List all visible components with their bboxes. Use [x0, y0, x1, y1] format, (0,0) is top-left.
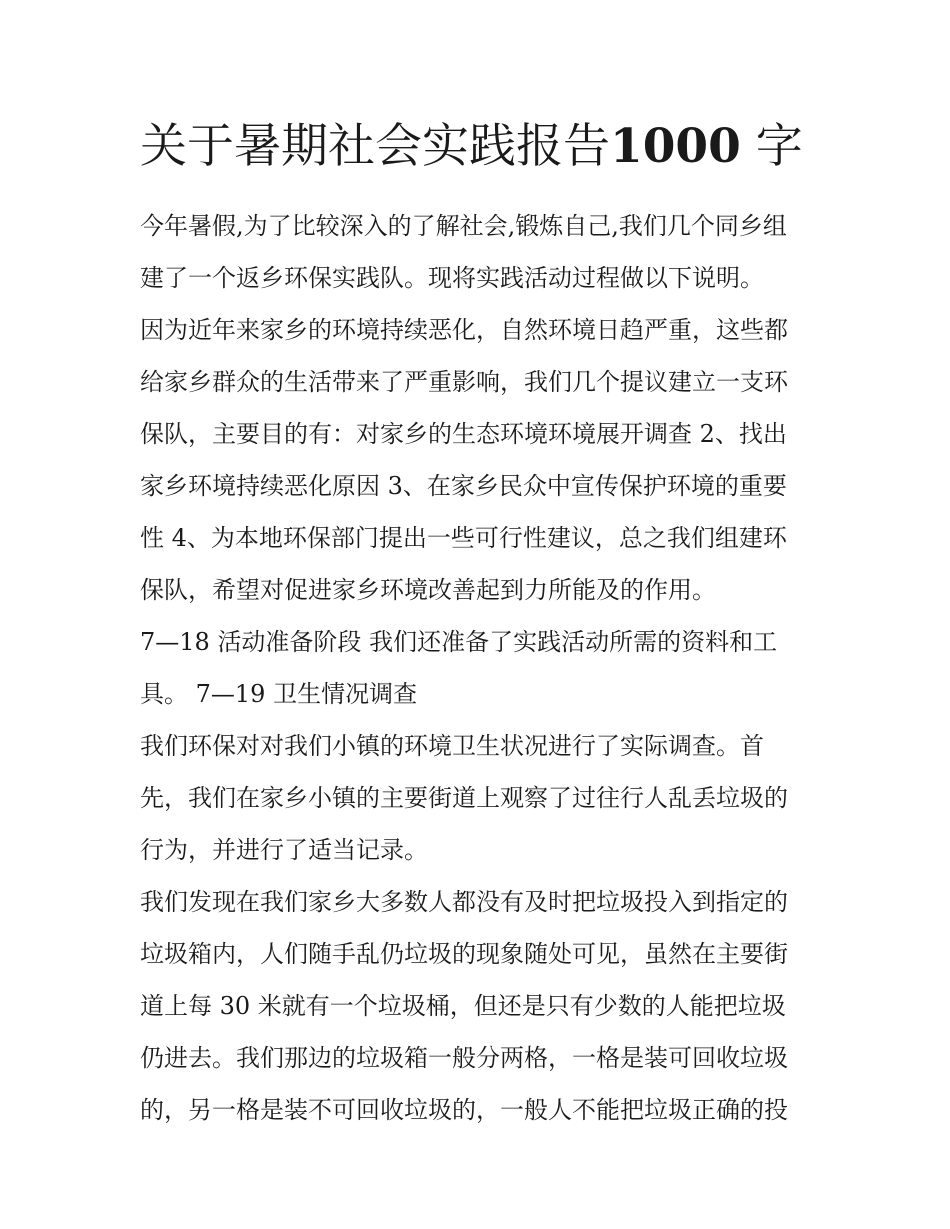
text-line: 先，我们在家乡小镇的主要街道上观察了过往行人乱丢垃圾的 [140, 784, 788, 812]
text-line: 垃圾箱内，人们随手乱仍垃圾的现象随处可见，虽然在主要街 [140, 940, 788, 968]
text-line: 给家乡群众的生活带来了严重影响，我们几个提议建立一支环 [140, 368, 788, 396]
text-line: 今年暑假,为了比较深入的了解社会,锻炼自己,我们几个同乡组 [140, 212, 787, 240]
title-number: 1000 [610, 119, 741, 174]
text-line: 7—18 活动准备阶段 我们还准备了实践活动所需的资料和工 [140, 628, 778, 656]
text-line: 因为近年来家乡的环境持续恶化，自然环境日趋严重，这些都 [140, 316, 788, 344]
text-line: 我们发现在我们家乡大多数人都没有及时把垃圾投入到指定的 [140, 888, 788, 916]
title-suffix: 字 [755, 119, 803, 174]
text-line: 行为，并进行了适当记录。 [140, 836, 428, 864]
text-line: 具。 7—19 卫生情况调查 [140, 680, 418, 708]
text-line: 家乡环境持续恶化原因 3、在家乡民众中宣传保护环境的重要 [140, 472, 787, 500]
document-body [140, 200, 820, 1136]
paragraph [140, 720, 820, 876]
paragraph [140, 304, 820, 616]
text-line: 我们环保对对我们小镇的环境卫生状况进行了实际调查。首 [140, 732, 764, 760]
paragraph [140, 616, 820, 720]
text-line: 的，另一格是装不可回收垃圾的，一般人不能把垃圾正确的投 [140, 1096, 788, 1124]
text-line: 仍进去。我们那边的垃圾箱一般分两格，一格是装可回收垃圾 [140, 1044, 788, 1072]
document-title [140, 118, 840, 176]
text-line: 保队，主要目的有：对家乡的生态环境环境展开调查 2、找出 [140, 420, 787, 448]
title-text: 关于暑期社会实践报告 [140, 119, 610, 174]
text-line: 性 4、为本地环保部门提出一些可行性建议，总之我们组建环 [140, 524, 787, 552]
paragraph [140, 200, 820, 304]
text-line: 建了一个返乡环保实践队。现将实践活动过程做以下说明。 [140, 264, 764, 292]
text-line: 保队，希望对促进家乡环境改善起到力所能及的作用。 [140, 576, 716, 604]
paragraph [140, 876, 820, 1136]
text-line: 道上每 30 米就有一个垃圾桶，但还是只有少数的人能把垃圾 [140, 992, 786, 1020]
